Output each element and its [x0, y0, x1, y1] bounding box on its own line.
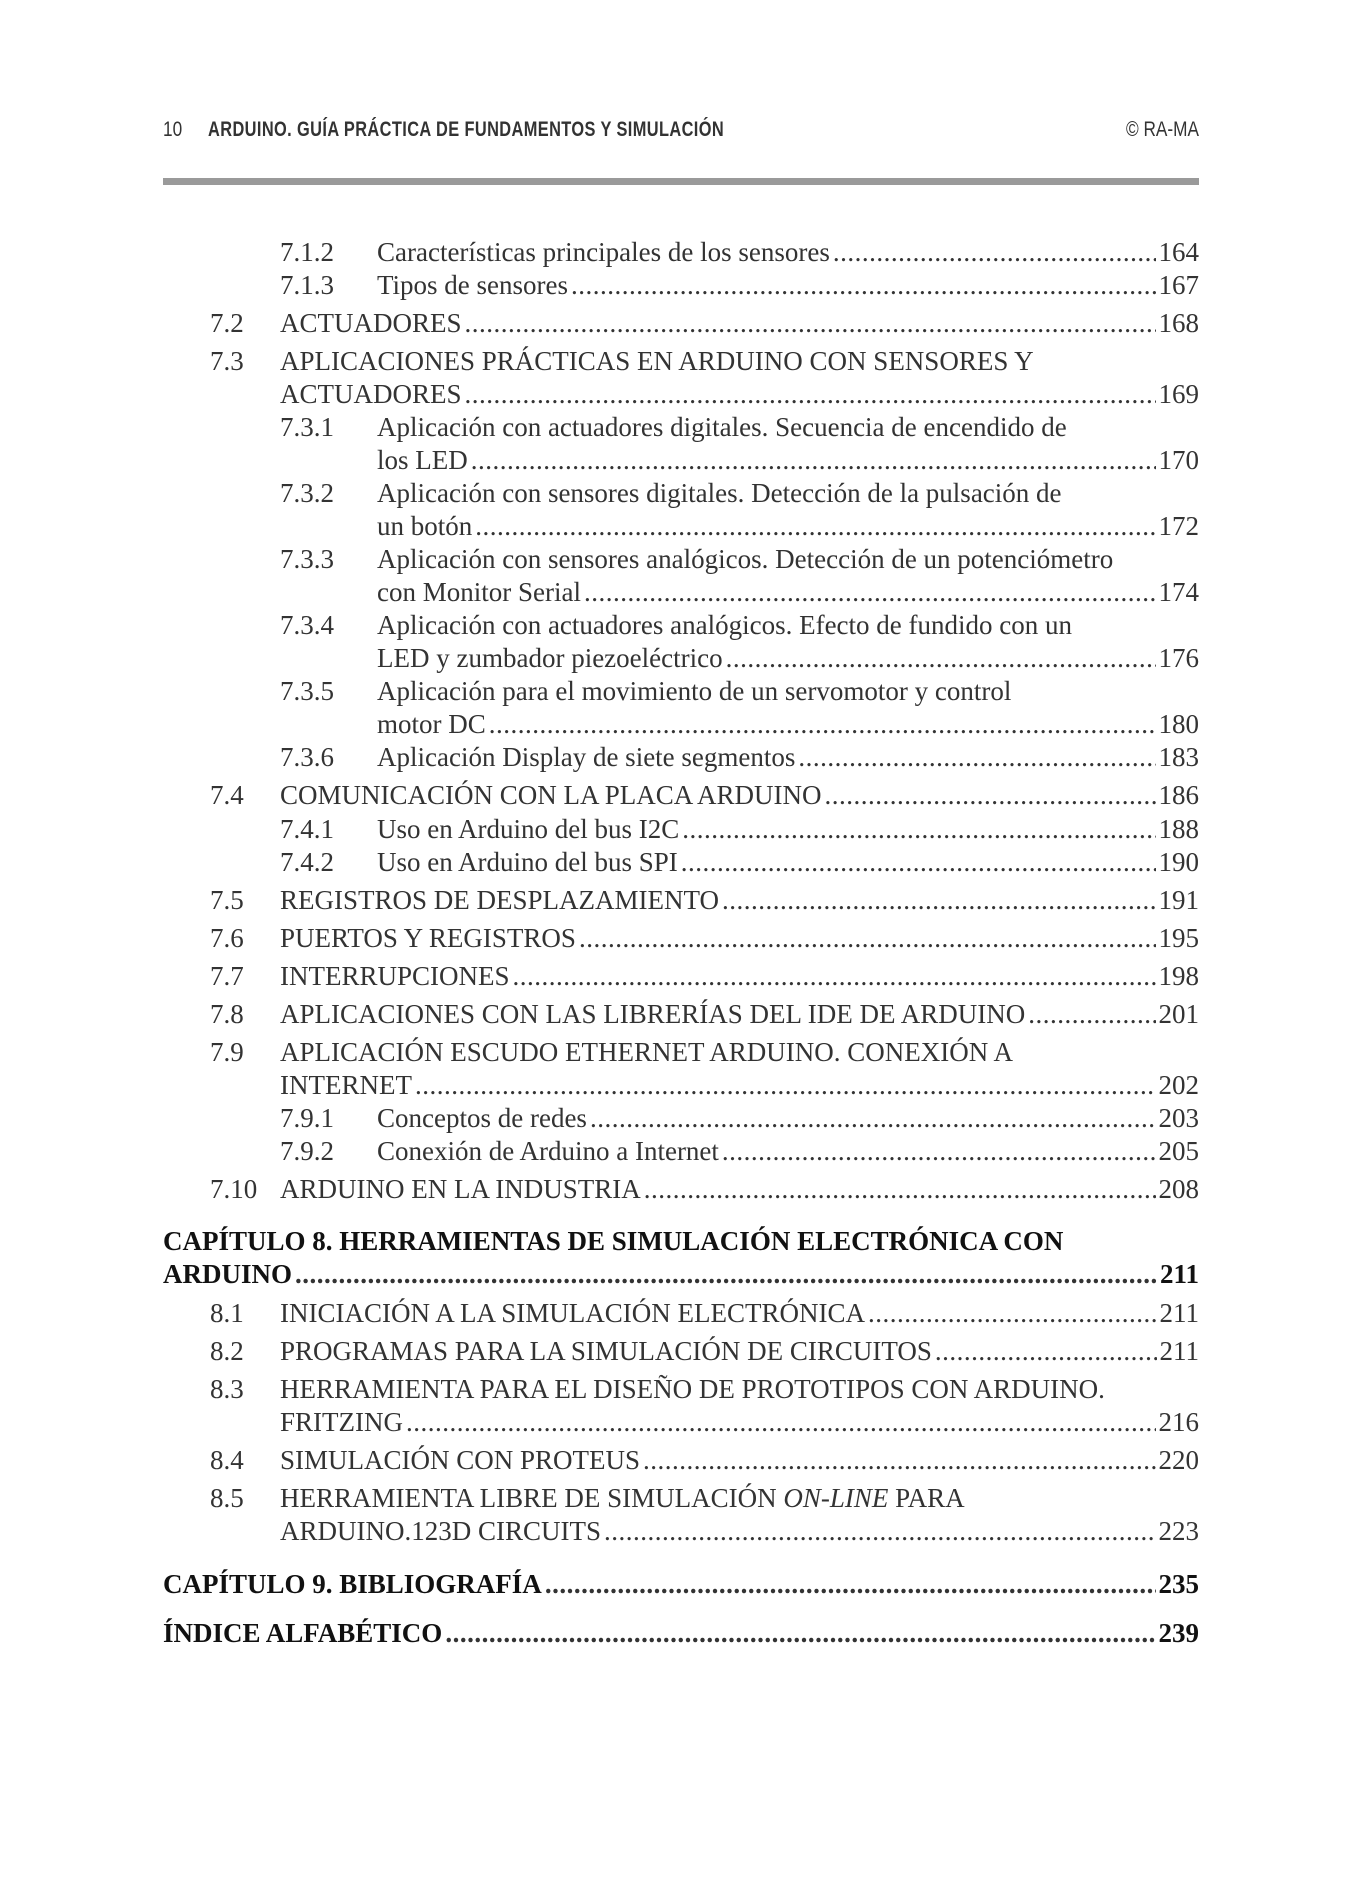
toc-leader-dots [513, 960, 1156, 993]
toc-page: 180 [1158, 709, 1199, 739]
toc-number: 7.9.1 [280, 1103, 334, 1133]
header-book-title: ARDUINO. GUÍA PRÁCTICA DE FUNDAMENTOS Y SIMULACIÓN [208, 118, 725, 141]
toc-entry-7-9[interactable] [0, 1036, 1346, 1102]
toc-page: 202 [1158, 1070, 1199, 1100]
toc-number: 7.3.2 [280, 478, 334, 508]
toc-page: 216 [1158, 1407, 1199, 1437]
toc-number: 7.3.3 [280, 544, 334, 574]
toc-title: Características principales de los sensores [377, 237, 830, 267]
toc-entry-7-1-3[interactable] [0, 269, 1346, 302]
toc-number: 7.4 [210, 780, 244, 810]
toc-number: 7.2 [210, 308, 244, 338]
toc-entry-7-3-3[interactable] [0, 543, 1346, 609]
toc-leader-dots [722, 884, 1155, 917]
toc-leader-dots [1028, 998, 1155, 1031]
toc-page: 190 [1158, 847, 1199, 877]
toc-leader-dots [471, 444, 1156, 477]
toc-number: 7.3.1 [280, 412, 334, 442]
toc-leader-dots [868, 1297, 1157, 1330]
toc-number: 7.1.2 [280, 237, 334, 267]
toc-leader-dots [681, 846, 1156, 879]
toc-page: 170 [1158, 445, 1199, 475]
toc-number: 7.10 [210, 1174, 258, 1204]
toc-entry-7-3-6[interactable] [0, 741, 1346, 774]
toc-number: 8.4 [210, 1445, 244, 1475]
toc-page: 195 [1158, 923, 1199, 953]
toc-page: 239 [1158, 1618, 1199, 1648]
toc-index[interactable] [0, 1617, 1346, 1650]
toc-leader-dots [643, 1444, 1155, 1477]
toc-title-line1: HERRAMIENTA PARA EL DISEÑO DE PROTOTIPOS CON ARDUINO. [280, 1374, 1105, 1404]
toc-number: 7.3.5 [280, 676, 334, 706]
toc-entry-7-1-2[interactable] [0, 236, 1346, 269]
toc-leader-dots [445, 1617, 1155, 1650]
toc-page: 191 [1158, 885, 1199, 915]
toc-leader-dots [489, 708, 1156, 741]
toc-entry-8-4[interactable] [0, 1444, 1346, 1477]
toc-entry-7-10[interactable] [0, 1173, 1346, 1206]
toc-page: 176 [1158, 643, 1199, 673]
toc-leader-dots [935, 1335, 1157, 1368]
toc-page: 211 [1159, 1298, 1199, 1328]
toc-entry-8-2[interactable] [0, 1335, 1346, 1368]
toc-number: 8.2 [210, 1336, 244, 1366]
toc-title-line1: Aplicación con sensores digitales. Detección de la pulsación de [377, 478, 1062, 508]
toc-title-line1 [280, 1482, 965, 1515]
toc-entry-7-4[interactable] [0, 779, 1346, 812]
toc-entry-8-1[interactable] [0, 1297, 1346, 1330]
toc-number: 7.1.3 [280, 270, 334, 300]
toc-leader-dots [584, 576, 1156, 609]
toc-entry-7-7[interactable] [0, 960, 1346, 993]
toc-entry-7-3[interactable] [0, 345, 1346, 411]
toc-number: 7.5 [210, 885, 244, 915]
toc-title: PUERTOS Y REGISTROS [280, 923, 576, 953]
toc-title-part: HERRAMIENTA LIBRE DE SIMULACIÓN [280, 1483, 784, 1513]
toc-page: 188 [1158, 814, 1199, 844]
toc-title: ARDUINO EN LA INDUSTRIA [280, 1174, 641, 1204]
toc-entry-7-3-1[interactable] [0, 411, 1346, 477]
toc-page: 167 [1158, 270, 1199, 300]
toc-title: CAPÍTULO 9. BIBLIOGRAFÍA [163, 1569, 542, 1599]
toc-number: 7.6 [210, 923, 244, 953]
toc-number: 7.4.2 [280, 847, 334, 877]
toc-title-line1: APLICACIONES PRÁCTICAS EN ARDUINO CON SENSORES Y [280, 346, 1034, 376]
toc-number: 7.3.4 [280, 610, 334, 640]
toc-title: COMUNICACIÓN CON LA PLACA ARDUINO [280, 780, 822, 810]
toc-page: 183 [1158, 742, 1199, 772]
toc-number: 8.1 [210, 1298, 244, 1328]
toc-leader-dots [406, 1406, 1156, 1439]
header-rule [163, 178, 1199, 185]
toc-page: 211 [1159, 1259, 1199, 1289]
toc-entry-7-5[interactable] [0, 884, 1346, 917]
toc-number: 7.9.2 [280, 1136, 334, 1166]
toc-number: 7.9 [210, 1037, 244, 1067]
toc-page: 168 [1158, 308, 1199, 338]
toc-number: 7.3 [210, 346, 244, 376]
toc-title-line2: ACTUADORES [280, 379, 462, 409]
toc-page: 164 [1158, 237, 1199, 267]
toc-number: 7.8 [210, 999, 244, 1029]
toc-leader-dots [682, 813, 1155, 846]
toc-number: 7.3.6 [280, 742, 334, 772]
toc-chapter-9[interactable] [0, 1568, 1346, 1601]
toc-entry-7-4-1[interactable] [0, 813, 1346, 846]
toc-title: ÍNDICE ALFABÉTICO [163, 1618, 443, 1648]
toc-leader-dots [722, 1135, 1156, 1168]
toc-title-line1: Aplicación para el movimiento de un servomotor y control [377, 676, 1012, 706]
header-publisher: © RA-MA [1126, 118, 1199, 141]
toc-leader-dots [644, 1173, 1156, 1206]
toc-title-line2: FRITZING [280, 1407, 403, 1437]
toc-title-line1: Aplicación con actuadores analógicos. Efecto de fundido con un [377, 610, 1072, 640]
toc-page: 174 [1158, 577, 1199, 607]
toc-title-line2: ARDUINO.123D CIRCUITS [280, 1516, 602, 1546]
toc-entry-7-3-4[interactable] [0, 609, 1346, 675]
toc-title: Conceptos de redes [377, 1103, 587, 1133]
toc-page: 220 [1158, 1445, 1199, 1475]
toc-entry-7-9-2[interactable] [0, 1135, 1346, 1168]
toc-page: 205 [1158, 1136, 1199, 1166]
toc-title-line2: ARDUINO [163, 1259, 293, 1289]
toc-title: APLICACIONES CON LAS LIBRERÍAS DEL IDE DE ARDUINO [280, 999, 1026, 1029]
toc-title: Conexión de Arduino a Internet [377, 1136, 719, 1166]
toc-entry-8-5[interactable] [0, 1482, 1346, 1548]
toc-page: 186 [1158, 780, 1199, 810]
toc-page: 201 [1158, 999, 1199, 1029]
toc-page: 198 [1158, 961, 1199, 991]
toc-title-line2: los LED [377, 445, 468, 475]
toc-title-line2: motor DC [377, 709, 486, 739]
toc-entry-7-8[interactable] [0, 998, 1346, 1031]
toc-leader-dots [579, 922, 1156, 955]
toc-title: REGISTROS DE DESPLAZAMIENTO [280, 885, 720, 915]
toc-page: 203 [1158, 1103, 1199, 1133]
toc-leader-dots [825, 779, 1156, 812]
toc-entry-8-3[interactable] [0, 1373, 1346, 1439]
toc-number: 8.3 [210, 1374, 244, 1404]
toc-page: 169 [1158, 379, 1199, 409]
toc-leader-dots [571, 269, 1155, 302]
toc-title-line2: LED y zumbador piezoeléctrico [377, 643, 723, 673]
toc-title: ACTUADORES [280, 308, 462, 338]
toc-title-line1: APLICACIÓN ESCUDO ETHERNET ARDUINO. CONEXIÓN A [280, 1037, 1013, 1067]
toc-title-italic-part: ON-LINE [783, 1483, 889, 1513]
toc-number: 7.7 [210, 961, 244, 991]
toc-title: Aplicación Display de siete segmentos [377, 742, 796, 772]
toc-leader-dots [465, 378, 1156, 411]
toc-page: 211 [1159, 1336, 1199, 1366]
toc-leader-dots [726, 642, 1156, 675]
toc-page: 223 [1158, 1516, 1199, 1546]
toc-entry-7-9-1[interactable] [0, 1102, 1346, 1135]
toc-leader-dots [415, 1069, 1156, 1102]
header-page-number: 10 [163, 118, 183, 141]
toc-title: INTERRUPCIONES [280, 961, 510, 991]
toc-number: 7.4.1 [280, 814, 334, 844]
toc-leader-dots [295, 1258, 1157, 1291]
toc-title: Tipos de sensores [377, 270, 569, 300]
toc-leader-dots [590, 1102, 1156, 1135]
toc-title-line1: Aplicación con actuadores digitales. Secuencia de encendido de [377, 412, 1067, 442]
running-head [163, 118, 1199, 152]
toc-title: PROGRAMAS PARA LA SIMULACIÓN DE CIRCUITOS [280, 1336, 932, 1366]
toc-title-line2: con Monitor Serial [377, 577, 581, 607]
toc-page: 235 [1158, 1569, 1199, 1599]
toc-title-part: PARA [888, 1483, 965, 1513]
toc-entry-7-3-5[interactable] [0, 675, 1346, 741]
toc-leader-dots [798, 741, 1155, 774]
toc-title: Uso en Arduino del bus I2C [377, 814, 680, 844]
toc-entry-7-2[interactable] [0, 307, 1346, 340]
toc-entry-7-4-2[interactable] [0, 846, 1346, 879]
toc-leader-dots [465, 307, 1156, 340]
toc-number: 8.5 [210, 1483, 244, 1513]
toc-title: INICIACIÓN A LA SIMULACIÓN ELECTRÓNICA [280, 1298, 865, 1328]
toc-leader-dots [604, 1515, 1155, 1548]
toc-leader-dots [475, 510, 1155, 543]
toc-chapter-8[interactable] [0, 1225, 1346, 1291]
toc-title-line2: un botón [377, 511, 473, 541]
toc-page: 172 [1158, 511, 1199, 541]
toc-entry-7-3-2[interactable] [0, 477, 1346, 543]
toc-title-line2: INTERNET [280, 1070, 412, 1100]
toc-title: Uso en Arduino del bus SPI [377, 847, 678, 877]
toc-title: SIMULACIÓN CON PROTEUS [280, 1445, 641, 1475]
toc-page: 208 [1158, 1174, 1199, 1204]
toc-title-line1: CAPÍTULO 8. HERRAMIENTAS DE SIMULACIÓN ELECTRÓNICA CON [163, 1226, 1064, 1256]
toc-entry-7-6[interactable] [0, 922, 1346, 955]
toc-leader-dots [545, 1568, 1156, 1601]
toc-leader-dots [833, 236, 1156, 269]
toc-title-line1: Aplicación con sensores analógicos. Detección de un potenciómetro [377, 544, 1114, 574]
